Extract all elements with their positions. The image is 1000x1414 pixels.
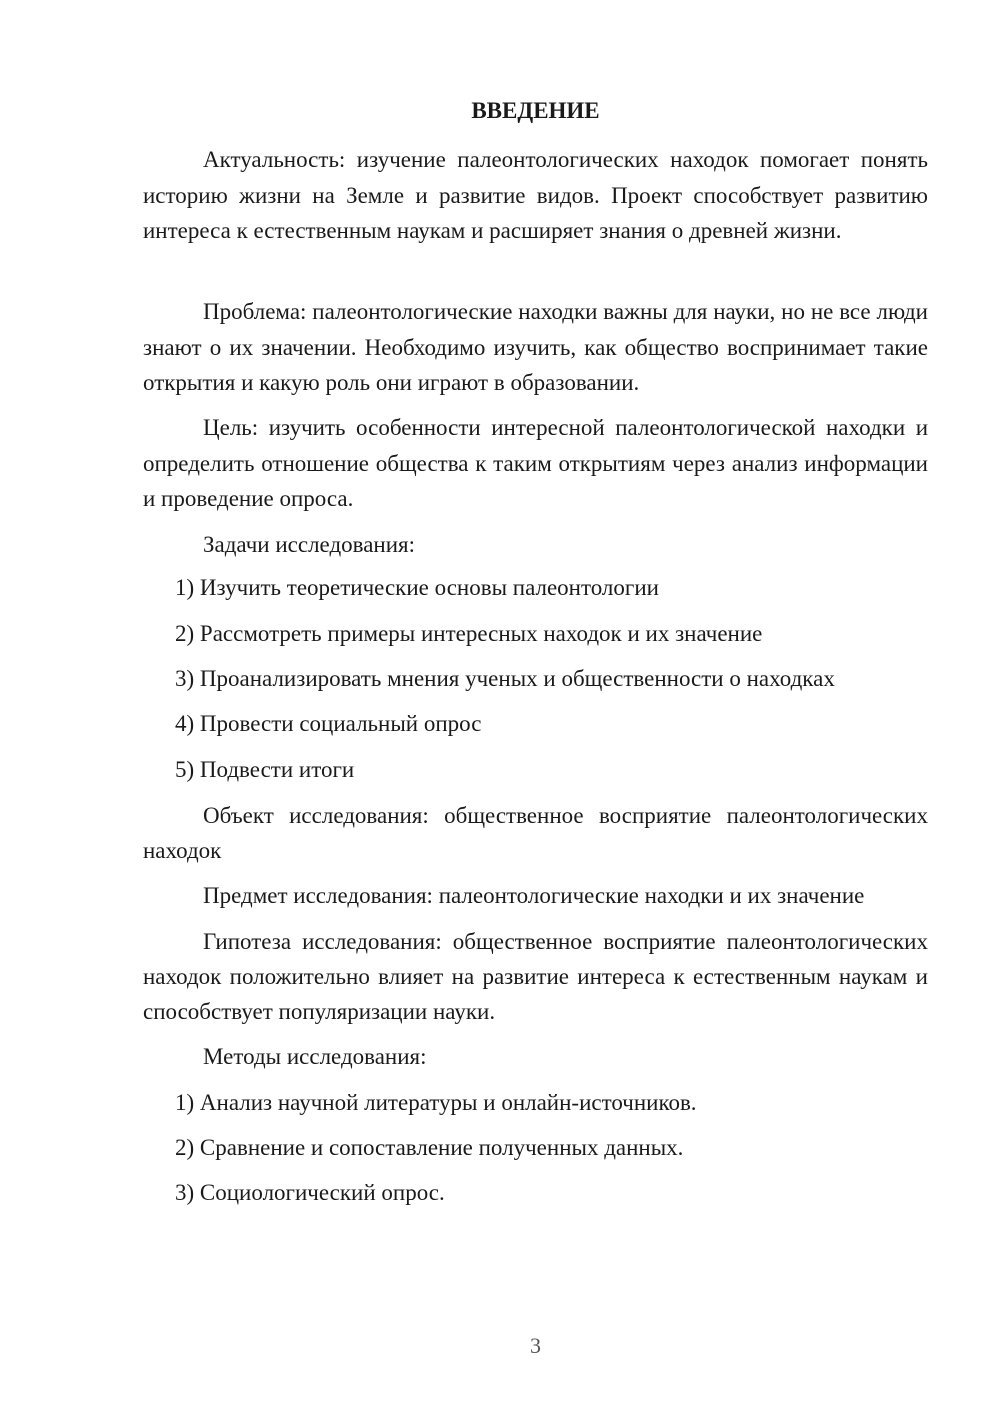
goal-paragraph: Цель: изучить особенности интересной палеонтологической находки и определить отношение общества к таким открытиям через анализ информации и проведение опроса. bbox=[143, 415, 928, 511]
task-item: 5) Подвести итоги bbox=[175, 757, 355, 782]
subject-paragraph: Предмет исследования: палеонтологические находки и их значение bbox=[203, 883, 865, 908]
method-item: 3) Социологический опрос. bbox=[175, 1180, 445, 1205]
tasks-title: Задачи исследования: bbox=[203, 532, 416, 557]
task-item: 3) Проанализировать мнения ученых и общественности о находках bbox=[175, 666, 835, 691]
methods-title: Методы исследования: bbox=[203, 1044, 427, 1069]
section-heading: ВВЕДЕНИЕ bbox=[471, 98, 600, 123]
task-item: 4) Провести социальный опрос bbox=[175, 711, 482, 736]
object-paragraph: Объект исследования: общественное восприятие палеонтологических находок bbox=[143, 803, 928, 863]
method-item: 2) Сравнение и сопоставление полученных данных. bbox=[175, 1135, 684, 1160]
task-item: 2) Рассмотреть примеры интересных находок и их значение bbox=[175, 621, 763, 646]
document-page bbox=[143, 0, 928, 1414]
task-item: 1) Изучить теоретические основы палеонтологии bbox=[175, 575, 659, 600]
method-item: 1) Анализ научной литературы и онлайн-источников. bbox=[175, 1090, 697, 1115]
hypothesis-paragraph: Гипотеза исследования: общественное восприятие палеонтологических находок положительно влияет на развитие интереса к естественным наукам и способствует популяризации науки. bbox=[143, 929, 928, 1024]
page-number: 3 bbox=[530, 1333, 541, 1358]
relevance-paragraph: Актуальность: изучение палеонтологических находок помогает понять историю жизни на Земле и развитие видов. Проект способствует развитию интереса к естественным наукам и расширяет знания о древней жизни. bbox=[143, 147, 928, 243]
problem-paragraph: Проблема: палеонтологические находки важны для науки, но не все люди знают о их значении. Необходимо изучить, как общество воспринимает такие открытия и какую роль они играют в образовании. bbox=[143, 299, 928, 395]
